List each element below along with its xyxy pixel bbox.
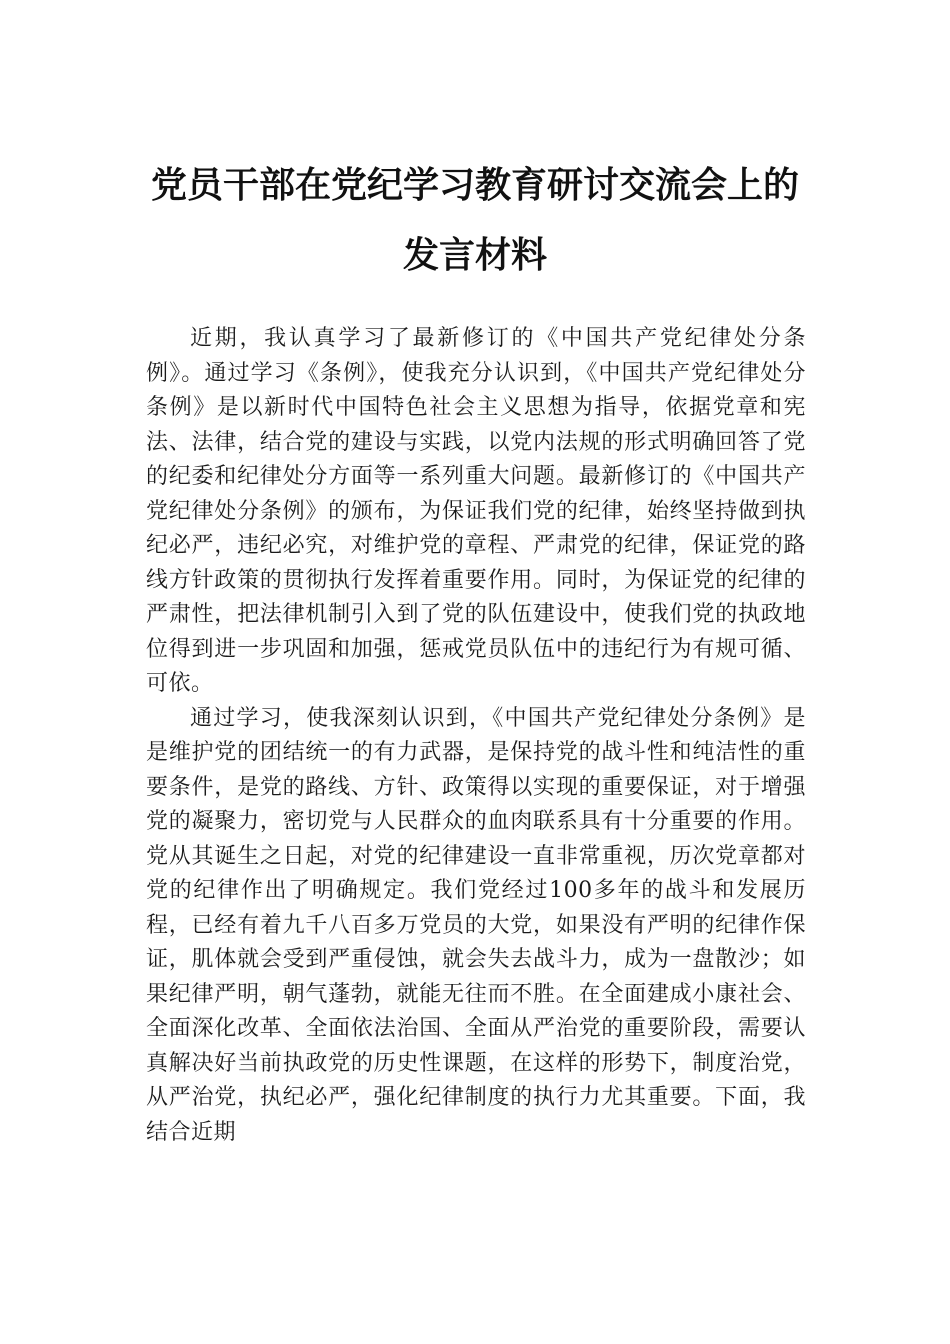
paragraph-1: 近期，我认真学习了最新修订的《中国共产党纪律处分条例》。通过学习《条例》，使我充分认识到，《中国共产党纪律处分条例》是以新时代中国特色社会主义思想为指导，依据党章和宪法、法律，结合党的建设与实践，以党内法规的形式明确回答了党的纪委和纪律处分方面等一系列重大问题。最新修订的《中国共产党纪律处分条例》的颁布，为保证我们党的纪律，始终坚持做到执纪必严，违纪必究，对维护党的章程、严肃党的纪律，保证党的路线方针政策的贯彻执行发挥着重要作用。同时，为保证党的纪律的严肃性，把法律机制引入到了党的队伍建设中，使我们党的执政地位得到进一步巩固和加强，惩戒党员队伍中的违纪行为有规可循、可依。 — [146, 326, 806, 696]
document-title — [140, 150, 810, 290]
paragraph-2: 通过学习，使我深刻认识到，《中国共产党纪律处分条例》是是维护党的团结统一的有力武器，是保持党的战斗性和纯洁性的重要条件，是党的路线、方针、政策得以实现的重要保证，对于增强党的凝聚力，密切党与人民群众的血肉联系具有十分重要的作用。党从其诞生之日起，对党的纪律建设一直非常重视，历次党章都对党的纪律作出了明确规定。我们党经过100多年的战斗和发展历程，已经有着九千八百多万党员的大党，如果没有严明的纪律作保证，肌体就会受到严重侵蚀，就会失去战斗力，成为一盘散沙；如果纪律严明，朝气蓬勃，就能无往而不胜。在全面建成小康社会、全面深化改革、全面依法治国、全面从严治党的重要阶段，需要认真解决好当前执政党的历史性课题，在这样的形势下，制度治党，从严治党，执纪必严，强化纪律制度的执行力尤其重要。下面，我结合近期 — [146, 705, 806, 1145]
title-line-2: 发言材料 — [402, 234, 547, 276]
document-body — [146, 322, 806, 1150]
title-line-1: 党员干部在党纪学习教育研讨交流会上的 — [150, 164, 799, 206]
